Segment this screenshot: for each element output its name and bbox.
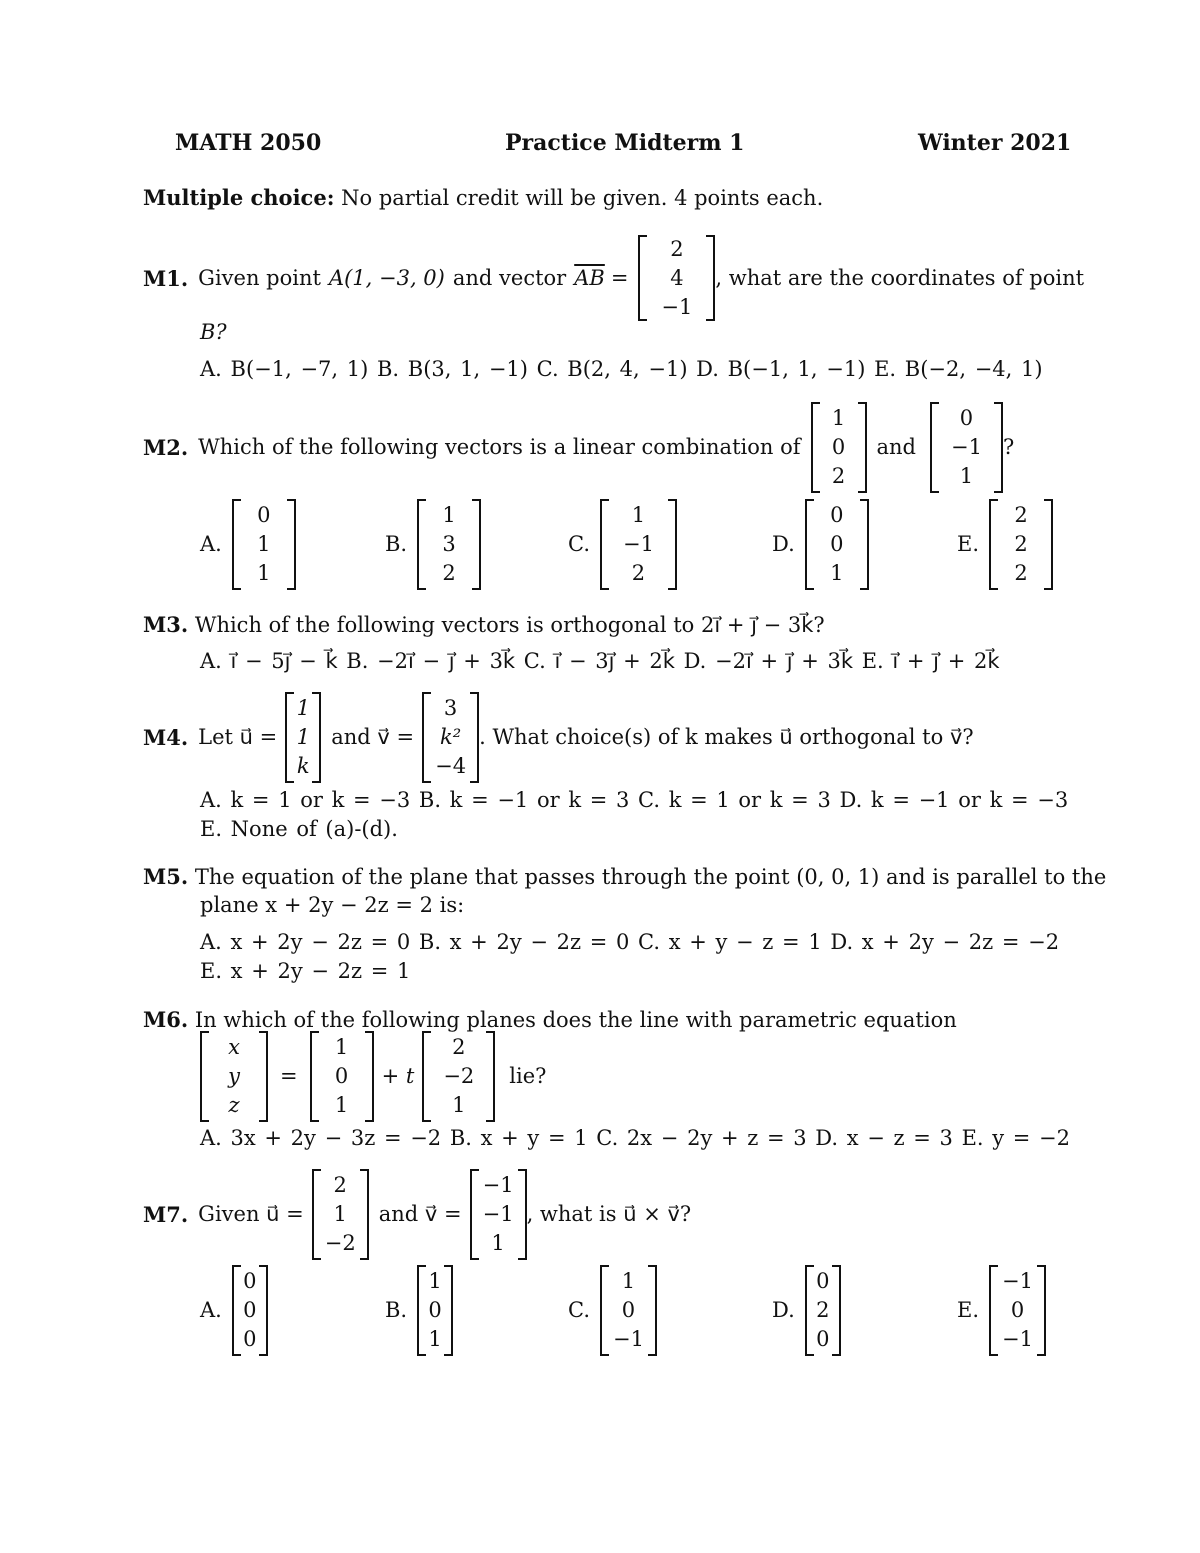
m7-option-vector (417, 1265, 453, 1356)
course-code: MATH 2050 (175, 130, 322, 156)
m7-v-vector (470, 1169, 527, 1260)
vector-entry: 2 (631, 560, 646, 585)
vector-entry: 1 (452, 1092, 466, 1117)
m2-vec2-entry: 0 (959, 405, 974, 430)
m2-option-letter: C. (568, 532, 590, 556)
m1-equals: = (610, 266, 629, 290)
vector-entry: −1 (1002, 1326, 1033, 1351)
m2-option-vector (805, 499, 869, 590)
m1-label: M1. (143, 265, 189, 291)
m2-option-vector (417, 499, 481, 590)
vector-entry: −1 (613, 1326, 644, 1351)
m7-option-vector (600, 1265, 657, 1356)
vector-entry: k² (440, 724, 462, 749)
vector-entry: 2 (333, 1172, 347, 1197)
m7-option-e (957, 1266, 1046, 1354)
vector-entry: 0 (830, 502, 844, 527)
m2-option-letter: A. (200, 532, 222, 556)
m7-option-d (772, 1266, 841, 1354)
vector-entry: 2 (816, 1297, 830, 1322)
m1-options: A. B(−1, −7, 1) B. B(3, 1, −1) C. B(2, 4, −1) D. B(−1, 1, −1) E. B(−2, −4, 1) (200, 357, 1043, 381)
m1-point: A(1, −3, 0) (328, 266, 445, 290)
vector-entry: 1 (257, 531, 271, 556)
vector-entry: 1 (257, 560, 271, 585)
vector-entry: 1 (334, 1034, 349, 1059)
question-m4 (143, 693, 974, 781)
m1-vector-entry: 2 (670, 236, 684, 261)
vector-entry: 1 (631, 502, 646, 527)
m6-lie: lie? (509, 1064, 547, 1088)
m5-options-line2: E. x + 2y − 2z = 1 (200, 959, 411, 983)
m7-option-letter: A. (200, 1298, 222, 1322)
m3-label: M3. (143, 612, 189, 637)
m7-u-vector (312, 1169, 369, 1260)
m7-given: Given u⃗ = (198, 1202, 304, 1226)
question-m5 (143, 864, 1106, 889)
m2-vec2-entry: −1 (951, 434, 982, 459)
instructions (143, 185, 823, 210)
vector-entry: 3 (442, 531, 456, 556)
term: Winter 2021 (918, 130, 1072, 156)
instructions-label: Multiple choice: (143, 185, 335, 210)
m2-and: and (876, 435, 916, 459)
m1-text-before: Given point (198, 266, 321, 290)
question-m1 (143, 232, 1084, 324)
instructions-text: No partial credit will be given. 4 points each. (341, 186, 824, 210)
vector-entry: 1 (296, 695, 310, 720)
vector-entry: y (228, 1063, 240, 1088)
vector-entry: 2 (452, 1034, 466, 1059)
vector-entry: 0 (621, 1297, 636, 1322)
vector-entry: 1 (442, 502, 456, 527)
vector-entry: 2 (1014, 531, 1028, 556)
m1-vector (638, 235, 715, 321)
m7-and: and v⃗ = (378, 1202, 462, 1226)
m3-text: Which of the following vectors is orthogonal to 2ı⃗ + ȷ⃗ − 3k⃗? (194, 613, 825, 637)
vector-entry: 0 (816, 1268, 830, 1293)
question-m6 (143, 1007, 957, 1032)
m7-option-b (385, 1266, 453, 1354)
m7-label: M7. (143, 1201, 189, 1227)
m7-option-letter: D. (772, 1298, 795, 1322)
m7-option-c (568, 1266, 657, 1354)
question-m3 (143, 612, 825, 637)
m2-vec2-entry: 1 (959, 463, 974, 488)
vector-entry: −1 (482, 1201, 514, 1226)
vector-entry: z (228, 1092, 240, 1117)
vector-entry: 3 (443, 695, 458, 720)
m2-label: M2. (143, 434, 189, 460)
vector-entry: 1 (830, 560, 844, 585)
m5-options-line1: A. x + 2y − 2z = 0 B. x + 2y − 2z = 0 C. x + y − z = 1 D. x + 2y − 2z = −2 (200, 930, 1060, 954)
m4-text-after: . What choice(s) of k makes u⃗ orthogonal to v⃗? (479, 725, 974, 749)
m2-option-b (385, 500, 481, 588)
question-m7 (143, 1170, 691, 1258)
vector-entry: 0 (243, 1268, 257, 1293)
vector-entry: 1 (428, 1268, 442, 1293)
m7-option-letter: C. (568, 1298, 590, 1322)
m2-vec2 (930, 402, 1003, 493)
m1-text-after: , what are the coordinates of point (715, 266, 1085, 290)
vector-entry: k (296, 753, 310, 778)
m6-lhs (200, 1031, 268, 1122)
m5-label: M5. (143, 864, 189, 889)
m4-options-line2: E. None of (a)-(d). (200, 817, 398, 841)
m2-option-vector (989, 499, 1053, 590)
vector-entry: 1 (621, 1268, 636, 1293)
vector-entry: 1 (428, 1326, 442, 1351)
m2-option-d (772, 500, 869, 588)
m1-vector-entry: 4 (670, 265, 684, 290)
vector-entry: 2 (1014, 560, 1028, 585)
m7-text-after: , what is u⃗ × v⃗? (526, 1202, 692, 1226)
m7-option-vector (805, 1265, 841, 1356)
m2-text: Which of the following vectors is a linear combination of (198, 435, 801, 459)
vector-entry: 1 (296, 724, 310, 749)
m1-text-mid: and vector (452, 266, 567, 290)
m6-options: A. 3x + 2y − 3z = −2 B. x + y = 1 C. 2x − 2y + z = 3 D. x − z = 3 E. y = −2 (200, 1126, 1071, 1150)
m1-vector-entry: −1 (661, 294, 693, 319)
m6-equals: = (280, 1064, 298, 1088)
m1-text-wrap: B? (200, 320, 227, 344)
vector-entry: 0 (257, 502, 271, 527)
m6-plus-t: + t (381, 1064, 415, 1088)
m5-line1: The equation of the plane that passes through the point (0, 0, 1) and is parallel to the (194, 865, 1107, 889)
m6-equation (200, 1032, 546, 1120)
m2-option-letter: D. (772, 532, 795, 556)
vector-entry: −4 (435, 753, 467, 778)
vector-entry: 1 (334, 1092, 349, 1117)
vector-entry: 0 (243, 1326, 257, 1351)
m6-point (310, 1031, 374, 1122)
m2-question-mark: ? (1002, 435, 1015, 459)
m3-options: A. ı⃗ − 5ȷ⃗ − k⃗ B. −2ı⃗ − ȷ⃗ + 3k⃗ C. ı⃗ − 3ȷ⃗ + 2k⃗ D. −2ı⃗ + ȷ⃗ + 3k⃗ E. ı⃗ + ȷ⃗ + 2k⃗ (200, 649, 1000, 673)
m1-vector-name: $\overline{AB}$ (574, 266, 605, 290)
vector-entry: −1 (482, 1172, 514, 1197)
m2-vec1-entry: 0 (831, 434, 846, 459)
m2-option-e (957, 500, 1053, 588)
vector-entry: x (228, 1034, 240, 1059)
question-m2 (143, 402, 1014, 492)
m7-option-vector (232, 1265, 268, 1356)
m6-direction (422, 1031, 495, 1122)
m2-option-vector (232, 499, 296, 590)
m2-option-letter: B. (385, 532, 408, 556)
vector-entry: −1 (1002, 1268, 1033, 1293)
vector-entry: −1 (623, 531, 654, 556)
exam-title: Practice Midterm 1 (505, 130, 745, 156)
vector-entry: 2 (442, 560, 456, 585)
m4-v-vector (422, 692, 479, 783)
m2-vec1-entry: 1 (831, 405, 846, 430)
vector-entry: 0 (243, 1297, 257, 1322)
m2-vec1-entry: 2 (831, 463, 846, 488)
m4-u-vector (285, 692, 321, 783)
vector-entry: 0 (334, 1063, 349, 1088)
vector-entry: 0 (816, 1326, 830, 1351)
vector-entry: −2 (324, 1230, 356, 1255)
m4-let: Let u⃗ = (198, 725, 278, 749)
m6-line1: In which of the following planes does the line with parametric equation (194, 1008, 957, 1032)
vector-entry: −2 (443, 1063, 475, 1088)
m6-label: M6. (143, 1007, 189, 1032)
vector-entry: 0 (428, 1297, 442, 1322)
m4-and: and v⃗ = (331, 725, 415, 749)
m2-option-c (568, 500, 677, 588)
vector-entry: 0 (1010, 1297, 1025, 1322)
m7-option-vector (989, 1265, 1046, 1356)
m7-option-letter: E. (957, 1298, 980, 1322)
m4-label: M4. (143, 724, 189, 750)
m2-vec1 (811, 402, 867, 493)
m5-line2: plane x + 2y − 2z = 2 is: (200, 893, 465, 917)
m7-option-letter: B. (385, 1298, 408, 1322)
vector-entry: 1 (333, 1201, 347, 1226)
m4-options-line1: A. k = 1 or k = −3 B. k = −1 or k = 3 C. k = 1 or k = 3 D. k = −1 or k = −3 (200, 788, 1069, 812)
m2-option-vector (600, 499, 677, 590)
vector-entry: 2 (1014, 502, 1028, 527)
vector-entry: 0 (830, 531, 844, 556)
vector-entry: 1 (491, 1230, 505, 1255)
m2-option-a (200, 500, 296, 588)
m2-option-letter: E. (957, 532, 980, 556)
m7-option-a (200, 1266, 268, 1354)
